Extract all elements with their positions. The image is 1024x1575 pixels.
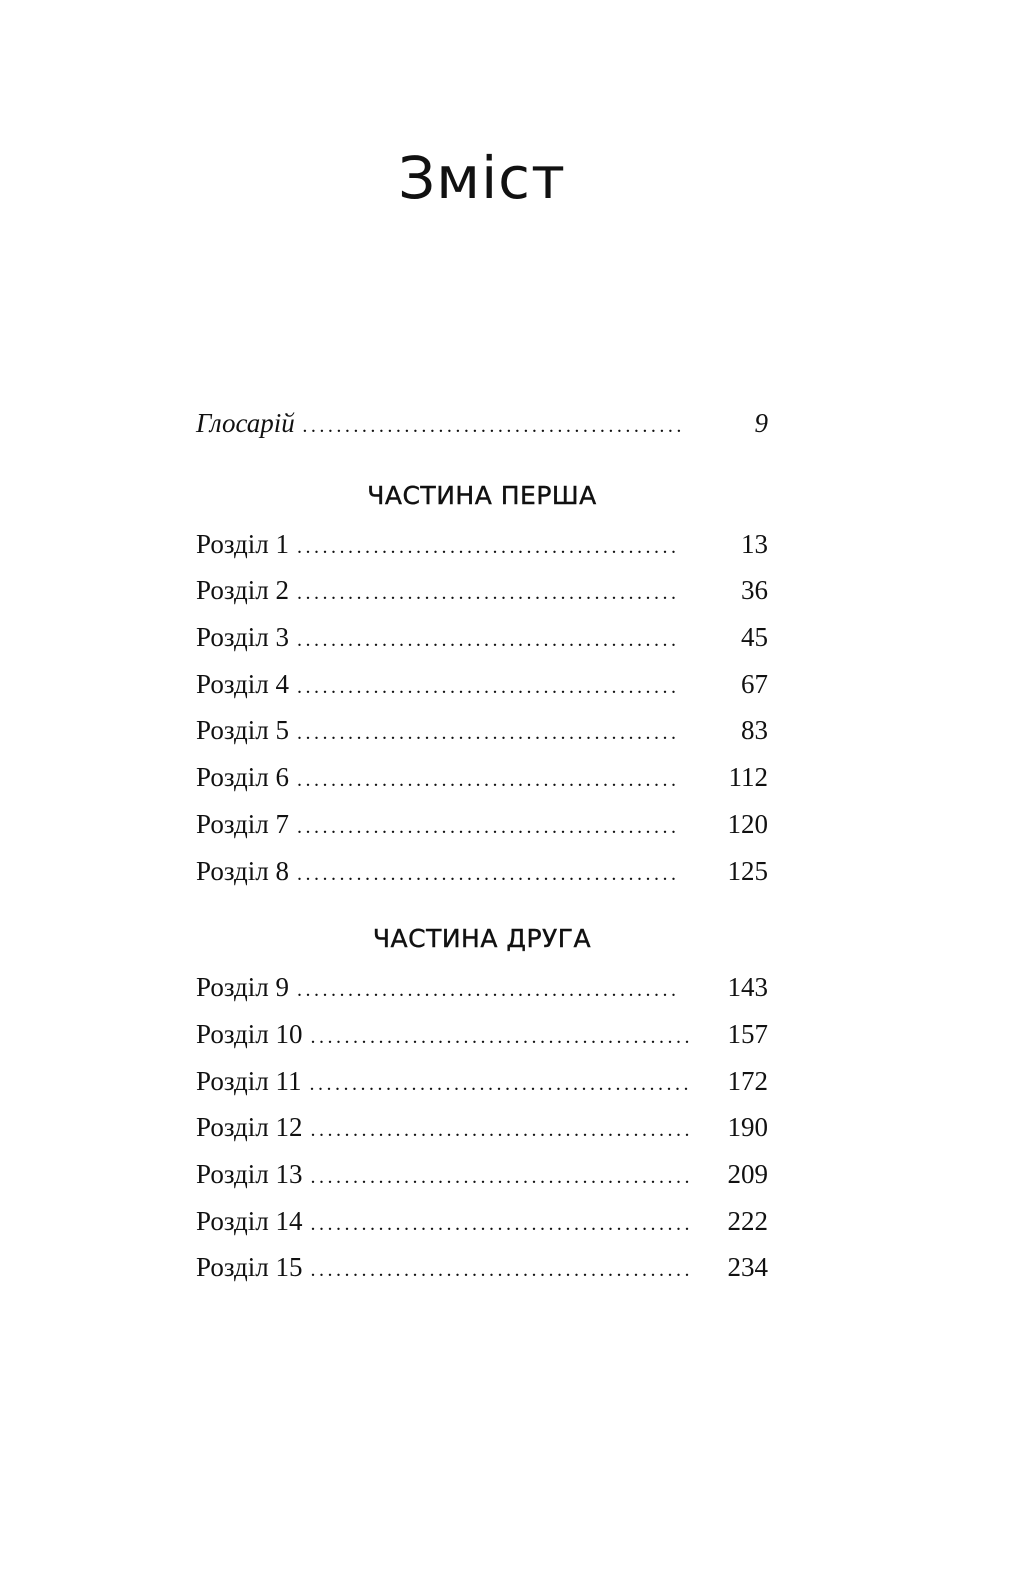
dot-leader xyxy=(310,1154,690,1200)
dot-leader xyxy=(297,664,677,710)
toc-entry-label: Глосарій xyxy=(196,408,295,438)
dot-leader xyxy=(310,1014,690,1060)
dot-leader xyxy=(310,1107,690,1153)
toc-entry-label: Розділ 8 xyxy=(196,855,289,886)
toc-entry-page: 45 xyxy=(741,622,768,653)
toc-entry-label: Розділ 7 xyxy=(196,808,289,839)
toc-entry-chapter-11[interactable] xyxy=(196,1058,768,1105)
page-title: Зміст xyxy=(398,144,566,212)
toc-entry-page: 157 xyxy=(727,1018,768,1049)
toc-entry-label: Розділ 1 xyxy=(196,528,289,559)
toc-entry-label: Розділ 4 xyxy=(196,668,289,699)
toc-entry-page: 222 xyxy=(727,1205,768,1236)
toc-entry-chapter-7[interactable] xyxy=(196,801,768,848)
dot-leader xyxy=(309,1061,689,1107)
dot-leader xyxy=(297,524,677,570)
dot-leader xyxy=(297,851,677,897)
toc-entry-page: 36 xyxy=(741,575,768,606)
toc-entry-chapter-15[interactable] xyxy=(196,1244,768,1291)
toc-entry-label: Розділ 13 xyxy=(196,1158,303,1189)
toc-entry-chapter-3[interactable] xyxy=(196,614,768,661)
toc-entry-chapter-13[interactable] xyxy=(196,1151,768,1198)
toc-entry-page: 190 xyxy=(727,1112,768,1143)
toc-entry-chapter-9[interactable] xyxy=(196,964,768,1011)
toc-entry-chapter-4[interactable] xyxy=(196,661,768,708)
dot-leader xyxy=(297,967,677,1013)
dot-leader xyxy=(303,403,683,449)
toc-entry-label: Розділ 10 xyxy=(196,1018,303,1049)
toc-entry-chapter-2[interactable] xyxy=(196,567,768,614)
dot-leader xyxy=(297,804,677,850)
toc-entry-page: 13 xyxy=(741,528,768,559)
part-heading-2: ЧАСТИНА ДРУГА xyxy=(372,924,592,954)
toc-entry-page: 120 xyxy=(727,808,768,839)
toc-entry-page: 67 xyxy=(741,668,768,699)
dot-leader xyxy=(310,1201,690,1247)
dot-leader xyxy=(297,570,677,616)
table-of-contents xyxy=(196,400,768,1291)
toc-entry-page: 112 xyxy=(728,762,768,793)
toc-entry-chapter-14[interactable] xyxy=(196,1198,768,1245)
toc-entry-page: 209 xyxy=(727,1158,768,1189)
toc-entry-page: 125 xyxy=(727,855,768,886)
toc-entry-label: Розділ 14 xyxy=(196,1205,303,1236)
toc-entry-page: 234 xyxy=(727,1252,768,1283)
toc-entry-page: 83 xyxy=(741,715,768,746)
toc-entry-label: Розділ 3 xyxy=(196,622,289,653)
toc-entry-label: Розділ 5 xyxy=(196,715,289,746)
toc-entry-chapter-6[interactable] xyxy=(196,754,768,801)
toc-entry-page: 9 xyxy=(754,408,768,438)
part-heading-1: ЧАСТИНА ПЕРША xyxy=(367,480,597,510)
toc-entry-chapter-10[interactable] xyxy=(196,1011,768,1058)
toc-entry-page: 172 xyxy=(727,1065,768,1096)
dot-leader xyxy=(310,1247,690,1293)
toc-entry-label: Розділ 11 xyxy=(196,1065,302,1096)
toc-entry-label: Розділ 2 xyxy=(196,575,289,606)
toc-entry-label: Розділ 9 xyxy=(196,972,289,1003)
toc-entry-chapter-1[interactable] xyxy=(196,521,768,568)
toc-entry-label: Розділ 12 xyxy=(196,1112,303,1143)
dot-leader xyxy=(297,757,677,803)
toc-entry-label: Розділ 15 xyxy=(196,1252,303,1283)
toc-entry-label: Розділ 6 xyxy=(196,762,289,793)
dot-leader xyxy=(297,617,677,663)
toc-entry-chapter-5[interactable] xyxy=(196,707,768,754)
dot-leader xyxy=(297,710,677,756)
toc-entry-page: 143 xyxy=(727,972,768,1003)
toc-entry-chapter-12[interactable] xyxy=(196,1104,768,1151)
toc-entry-glossary[interactable] xyxy=(196,400,768,447)
toc-entry-chapter-8[interactable] xyxy=(196,848,768,895)
